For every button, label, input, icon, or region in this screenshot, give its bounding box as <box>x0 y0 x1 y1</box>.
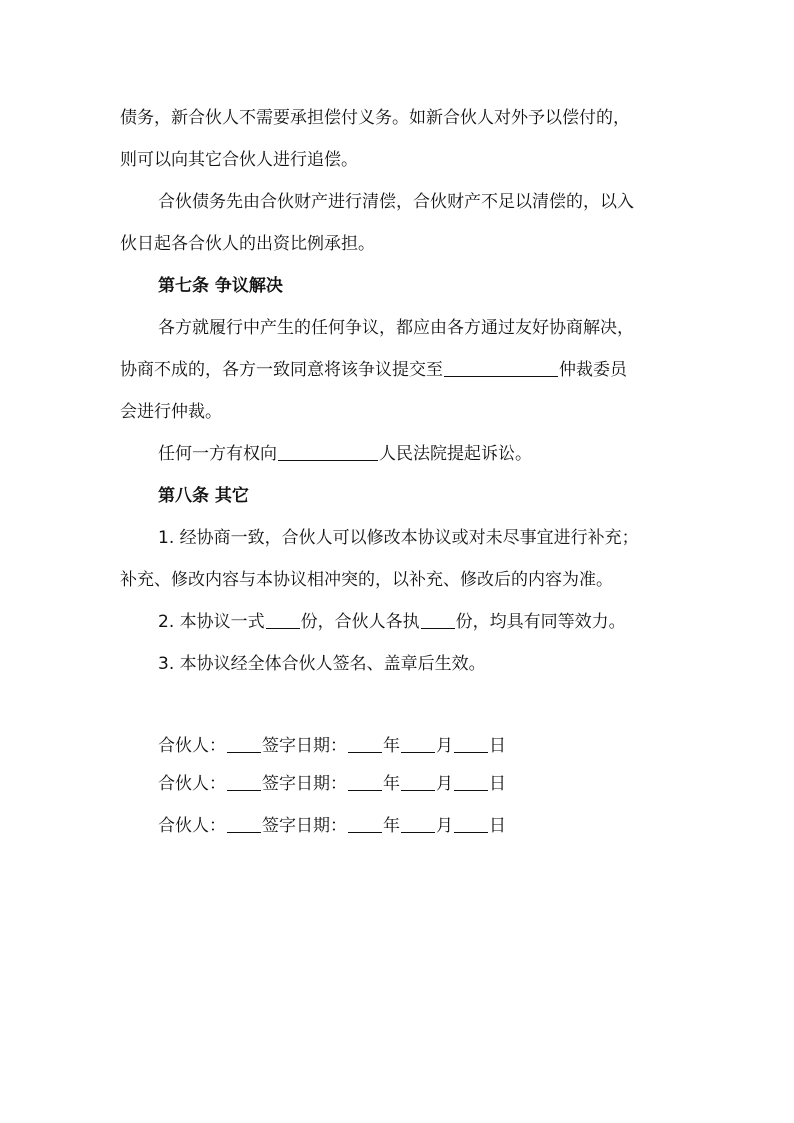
date-label: 签字日期： <box>262 736 347 756</box>
partner-name-blank[interactable] <box>227 734 261 753</box>
paragraph-line <box>120 358 627 382</box>
list-item: 3. 本协议经全体合伙人签名、盖章后生效。 <box>158 654 486 674</box>
copies-total-blank[interactable] <box>266 610 300 629</box>
text-segment: 2. 本协议一式 <box>158 612 265 632</box>
text-segment: 份，合伙人各执 <box>300 612 420 632</box>
paragraph-line: 则可以向其它合伙人进行追偿。 <box>120 150 358 170</box>
paragraph-line: 各方就履行中产生的任何争议，都应由各方通过友好协商解决， <box>158 318 634 338</box>
text-segment: 仲裁委员 <box>559 360 627 380</box>
list-item <box>158 610 626 634</box>
day-blank[interactable] <box>454 772 488 791</box>
month-blank[interactable] <box>401 772 435 791</box>
partner-label: 合伙人： <box>158 774 226 794</box>
partner-name-blank[interactable] <box>227 814 261 833</box>
day-label: 日 <box>489 774 506 794</box>
paragraph-line: 会进行仲裁。 <box>120 402 222 422</box>
year-blank[interactable] <box>348 772 382 791</box>
day-label: 日 <box>489 816 506 836</box>
article-8-heading: 第八条 其它 <box>158 486 249 506</box>
month-blank[interactable] <box>401 814 435 833</box>
day-label: 日 <box>489 736 506 756</box>
paragraph-line: 伙日起各合伙人的出资比例承担。 <box>120 234 375 254</box>
month-label: 月 <box>436 736 453 756</box>
court-blank[interactable] <box>278 442 378 461</box>
text-segment: 协商不成的，各方一致同意将该争议提交至 <box>120 360 443 380</box>
partner-name-blank[interactable] <box>227 772 261 791</box>
year-blank[interactable] <box>348 734 382 753</box>
date-label: 签字日期： <box>262 774 347 794</box>
text-segment: 任何一方有权向 <box>158 444 277 464</box>
signature-row <box>158 814 506 838</box>
day-blank[interactable] <box>454 734 488 753</box>
text-segment: 份，均具有同等效力。 <box>455 612 626 632</box>
month-label: 月 <box>436 816 453 836</box>
signature-row <box>158 772 506 796</box>
list-item-continuation: 补充、修改内容与本协议相冲突的，以补充、修改后的内容为准。 <box>120 570 613 590</box>
paragraph-line: 债务，新合伙人不需要承担偿付义务。如新合伙人对外予以偿付的， <box>120 108 630 128</box>
partner-label: 合伙人： <box>158 736 226 756</box>
paragraph-line: 合伙债务先由合伙财产进行清偿，合伙财产不足以清偿的，以入 <box>158 192 634 212</box>
arbitration-blank[interactable] <box>444 358 558 377</box>
article-7-heading: 第七条 争议解决 <box>158 276 283 296</box>
signature-row <box>158 734 506 758</box>
year-label: 年 <box>383 736 400 756</box>
text-segment: 人民法院提起诉讼。 <box>379 444 532 464</box>
year-label: 年 <box>383 774 400 794</box>
date-label: 签字日期： <box>262 816 347 836</box>
list-item: 1. 经协商一致，合伙人可以修改本协议或对未尽事宜进行补充； <box>158 528 639 548</box>
paragraph-line <box>158 442 532 466</box>
year-blank[interactable] <box>348 814 382 833</box>
month-blank[interactable] <box>401 734 435 753</box>
copies-each-blank[interactable] <box>421 610 455 629</box>
day-blank[interactable] <box>454 814 488 833</box>
partner-label: 合伙人： <box>158 816 226 836</box>
year-label: 年 <box>383 816 400 836</box>
month-label: 月 <box>436 774 453 794</box>
